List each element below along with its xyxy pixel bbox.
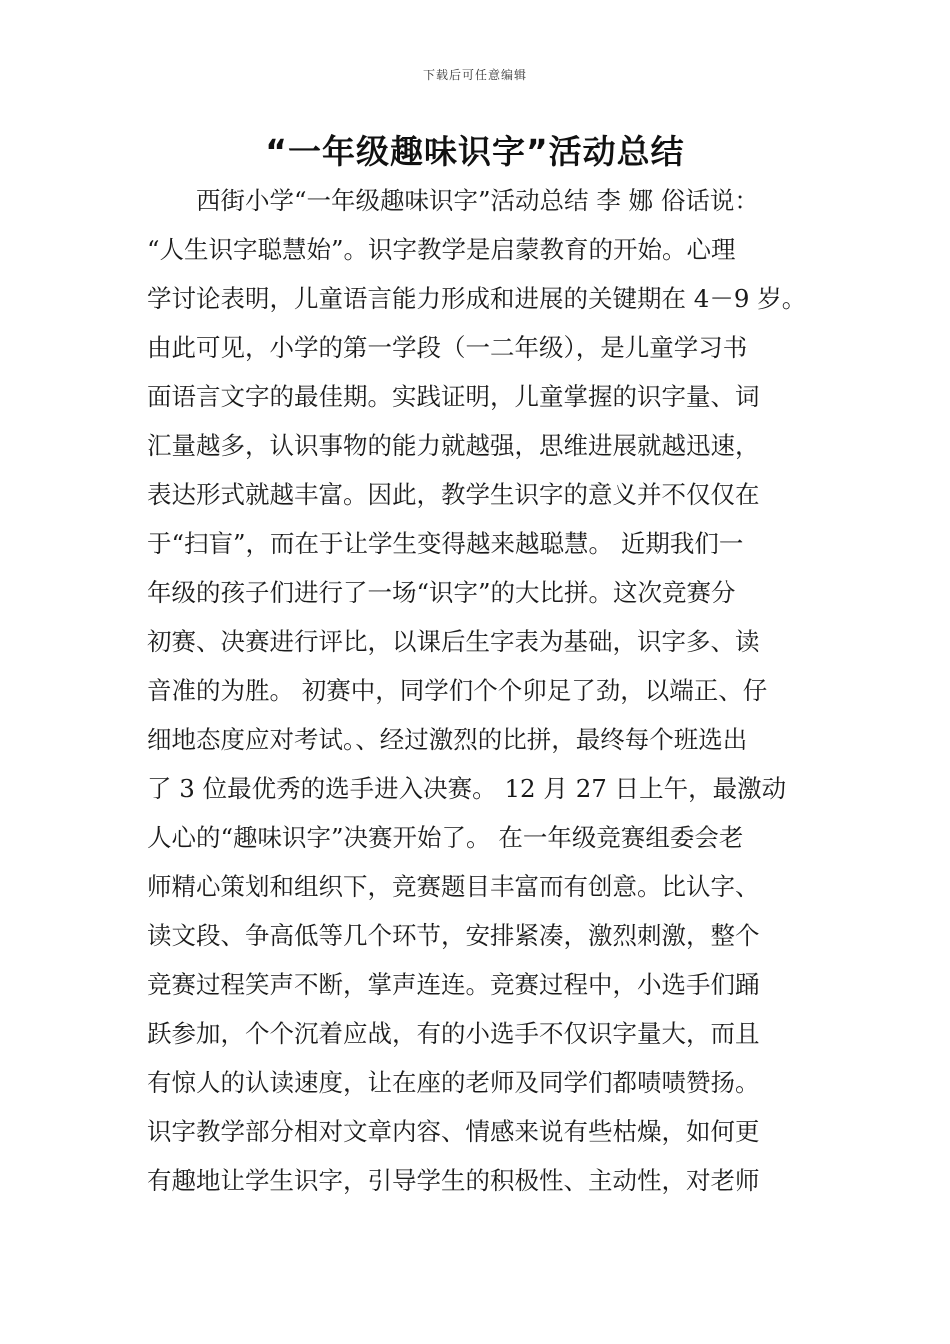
body-line-6: 汇量越多，认识事物的能力就越强，思维进展就越迅速， <box>147 431 760 460</box>
body-line-10: 初赛、决赛进行评比，以课后生字表为基础，识字多、读 <box>147 627 760 656</box>
body-line-8: 于“扫盲”，而在于让学生变得越来越聪慧。 近期我们一 <box>147 529 744 558</box>
body-line-20: 识字教学部分相对文章内容、情感来说有些枯燥，如何更 <box>147 1117 760 1146</box>
body-line-12: 细地态度应对考试。、经过激烈的比拼，最终每个班选出 <box>147 725 748 754</box>
body-line-11: 音准的为胜。 初赛中，同学们个个卯足了劲，以端正、仔 <box>147 676 768 705</box>
body-line-15: 师精心策划和组织下，竞赛题目丰富而有创意。比认字、 <box>147 872 760 901</box>
body-line-17: 竞赛过程笑声不断，掌声连连。竞赛过程中，小选手们踊 <box>147 970 760 999</box>
body-line-4: 由此可见，小学的第一学段（一二年级），是儿童学习书 <box>147 333 748 362</box>
body-line-1: 西街小学“一年级趣味识字”活动总结 李 娜 俗话说： <box>147 186 759 215</box>
header-note: 下载后可任意编辑 <box>422 68 527 82</box>
body-line-9: 年级的孩子们进行了一场“识字”的大比拼。这次竞赛分 <box>147 578 736 607</box>
body-line-5: 面语言文字的最佳期。实践证明，儿童掌握的识字量、词 <box>147 382 760 411</box>
body-line-21: 有趣地让学生识字，引导学生的积极性、主动性，对老师 <box>147 1166 760 1195</box>
body-line-7: 表达形式就越丰富。因此，教学生识字的意义并不仅仅在 <box>147 480 760 509</box>
body-line-19: 有惊人的认读速度，让在座的老师及同学们都啧啧赞扬。 <box>147 1068 760 1097</box>
body-line-2: “人生识字聪慧始”。识字教学是启蒙教育的开始。心理 <box>147 235 736 264</box>
body-line-14: 人心的“趣味识字”决赛开始了。 在一年级竞赛组委会老 <box>147 823 744 852</box>
body-line-16: 读文段、争高低等几个环节，安排紧凑，激烈刺激，整个 <box>147 921 760 950</box>
body-line-18: 跃参加，个个沉着应战，有的小选手不仅识字量大，而且 <box>147 1019 760 1048</box>
body-line-3: 学讨论表明，儿童语言能力形成和进展的关键期在 4－9 岁。 <box>147 284 807 313</box>
body-line-13: 了 3 位最优秀的选手进入决赛。 12 月 27 日上午，最激动 <box>147 774 787 803</box>
document-title: “一年级趣味识字”活动总结 <box>265 132 685 171</box>
